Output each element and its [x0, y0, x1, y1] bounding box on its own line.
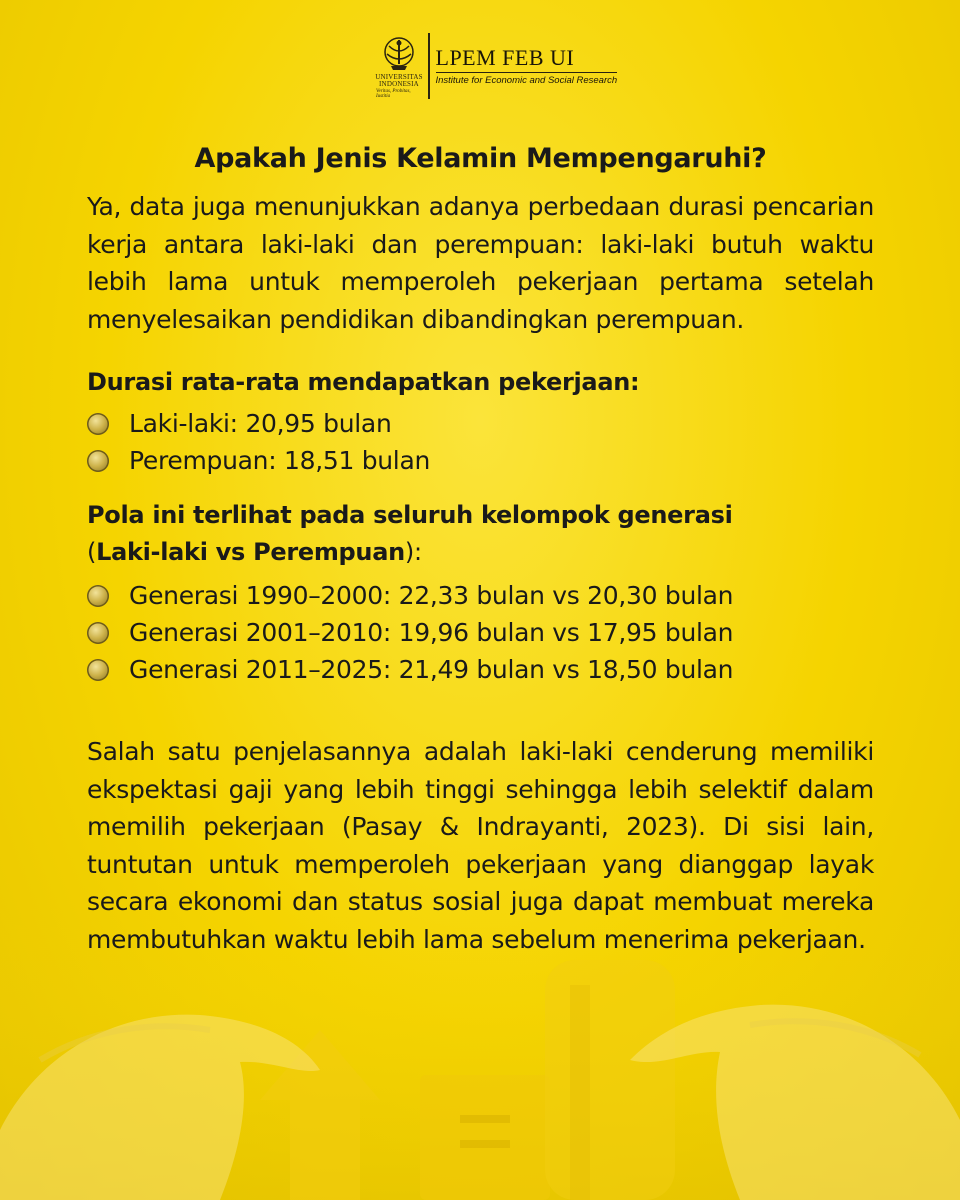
logo-subtitle: Institute for Economic and Social Research [436, 72, 618, 86]
logo-title: LPEM FEB UI [435, 45, 575, 70]
list-item-text: Generasi 2001–2010: 19,96 bulan vs 17,95 bulan [129, 618, 734, 647]
list-item-text: Generasi 2011–2025: 21,49 bulan vs 18,50 bulan [129, 655, 734, 684]
list-item [87, 577, 874, 614]
list-item-text: Perempuan: 18,51 bulan [129, 446, 431, 475]
logo-divider [428, 33, 430, 99]
list-item [87, 651, 874, 688]
heading-comparison: Laki-laki vs Perempuan [96, 538, 405, 566]
list-item [87, 442, 874, 479]
generation-list [87, 577, 874, 688]
bullet-icon [87, 659, 109, 681]
bullet-icon [87, 585, 109, 607]
content [87, 140, 874, 958]
duration-list [87, 405, 874, 479]
heading-paren-open: ( [87, 538, 97, 566]
intro-paragraph: Ya, data juga menunjukkan adanya perbedaan durasi pencarian kerja antara laki-laki dan perempuan: laki-laki butuh waktu lebih lama untuk memperoleh pekerjaan pertama setelah menyelesaikan pendidikan dibandingkan perempuan. [87, 192, 874, 334]
makara-emblem-icon [379, 34, 419, 74]
seal-caption-line-1: UNIVERSITAS [375, 72, 423, 81]
duration-heading: Durasi rata-rata mendapatkan pekerjaan: [87, 368, 640, 396]
seal-caption-line-2: INDONESIA [379, 79, 419, 88]
list-item [87, 405, 874, 442]
generation-heading [87, 497, 874, 571]
bullet-icon [87, 450, 109, 472]
list-item [87, 614, 874, 651]
closing-paragraph: Salah satu penjelasannya adalah laki-laki cenderung memiliki ekspektasi gaji yang lebih tinggi sehingga lebih selektif dalam memilih pekerjaan (Pasay & Indrayanti, 2023). Di sisi lain, tuntutan untuk memperoleh pekerjaan yang dianggap layak secara ekonomi dan status sosial juga dapat membuat mereka membutuhkan waktu lebih lama sebelum menerima pekerjaan. [87, 737, 874, 954]
ui-seal [376, 34, 422, 99]
generation-heading-line-1: Pola ini terlihat pada seluruh kelompok generasi [87, 501, 733, 529]
list-item-text: Laki-laki: 20,95 bulan [129, 409, 392, 438]
lpem-logo [376, 30, 617, 102]
heading-paren-close: ): [404, 538, 422, 566]
list-item-text: Generasi 1990–2000: 22,33 bulan vs 20,30 bulan [129, 581, 734, 610]
bullet-icon [87, 413, 109, 435]
page-title: Apakah Jenis Kelamin Mempengaruhi? [194, 143, 767, 174]
seal-motto: Veritas, Probitas, Iustitia [376, 88, 411, 99]
bullet-icon [87, 622, 109, 644]
